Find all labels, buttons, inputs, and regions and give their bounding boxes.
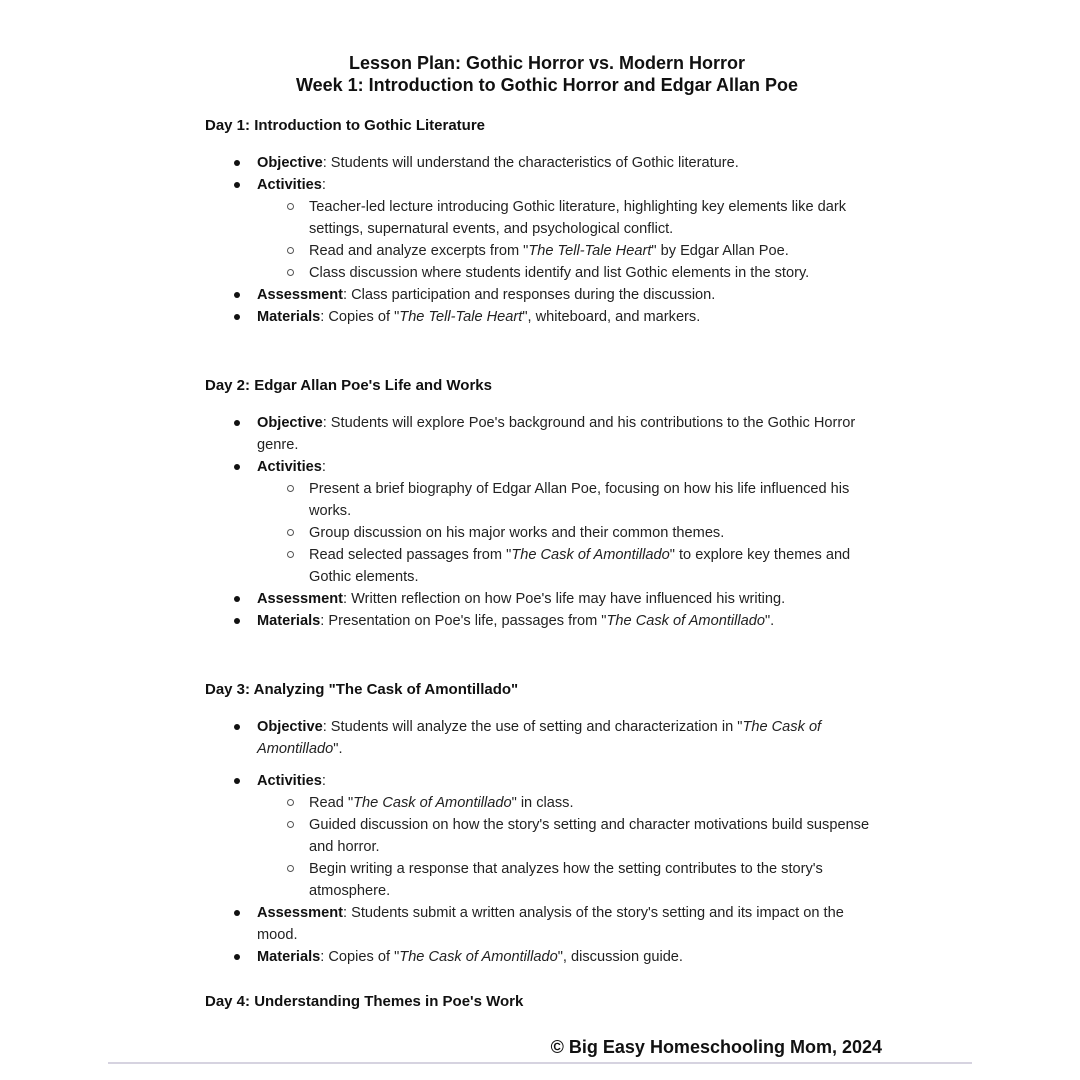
item-text: Begin writing a response that analyzes how the setting contributes to the story's atmosphere. bbox=[309, 861, 823, 899]
item-label: Materials bbox=[257, 309, 321, 325]
item-text: Present a brief biography of Edgar Allan Poe, focusing on how his life influenced his works. bbox=[309, 481, 850, 519]
day-4-section bbox=[205, 992, 905, 1012]
sub-bullet-list bbox=[257, 196, 887, 284]
item-text: " to explore key themes and Gothic elements. bbox=[309, 547, 851, 585]
list-item bbox=[205, 174, 887, 284]
list-item bbox=[205, 412, 887, 456]
sub-list-item bbox=[257, 478, 884, 522]
sub-list-item bbox=[257, 262, 884, 284]
list-item bbox=[205, 946, 887, 968]
item-text: : bbox=[321, 459, 326, 475]
item-label: Assessment bbox=[257, 591, 343, 607]
sub-list-item bbox=[257, 522, 884, 544]
sub-list-item bbox=[257, 858, 884, 902]
item-label: Materials bbox=[257, 613, 321, 629]
item-label: Objective bbox=[257, 415, 323, 431]
day-3-section bbox=[205, 680, 905, 968]
title-italic: The Tell-Tale Heart bbox=[528, 243, 652, 259]
sub-list-item bbox=[257, 240, 884, 262]
item-text: : Students submit a written analysis of the story's setting and its impact on the mood. bbox=[257, 905, 844, 943]
item-text: : bbox=[321, 177, 326, 193]
sub-list-item bbox=[257, 814, 884, 858]
item-text: ". bbox=[764, 613, 775, 629]
item-text: : Students will explore Poe's background and his contributions to the Gothic Horror genre. bbox=[257, 415, 856, 453]
item-text: Read selected passages from " bbox=[309, 547, 512, 563]
item-text: : Copies of " bbox=[320, 309, 400, 325]
title-line-2: Week 1: Introduction to Gothic Horror and Edgar Allan Poe bbox=[295, 75, 799, 95]
item-label: Activities bbox=[257, 459, 322, 475]
item-text: : Class participation and responses during the discussion. bbox=[343, 287, 716, 303]
item-text: : Students will understand the characteristics of Gothic literature. bbox=[322, 155, 739, 171]
list-item bbox=[205, 716, 887, 760]
day-heading: Day 4: Understanding Themes in Poe's Work bbox=[205, 993, 524, 1010]
day-heading: Day 1: Introduction to Gothic Literature bbox=[205, 117, 486, 134]
day-1-section bbox=[205, 116, 905, 328]
title-line-1: Lesson Plan: Gothic Horror vs. Modern Horror bbox=[348, 53, 746, 73]
sub-list-item bbox=[257, 792, 884, 814]
sub-bullet-list bbox=[257, 792, 887, 902]
item-text: Group discussion on his major works and their common themes. bbox=[309, 525, 725, 541]
item-label: Materials bbox=[257, 949, 321, 965]
bullet-list bbox=[205, 152, 905, 328]
bullet-list bbox=[205, 716, 905, 968]
sub-list-item bbox=[257, 544, 884, 588]
item-label: Objective bbox=[257, 155, 323, 171]
item-label: Activities bbox=[257, 773, 322, 789]
item-text: Read and analyze excerpts from " bbox=[309, 243, 529, 259]
list-item bbox=[205, 588, 887, 610]
day-heading: Day 3: Analyzing "The Cask of Amontillado" bbox=[205, 681, 519, 698]
list-item bbox=[205, 152, 887, 174]
sub-bullet-list bbox=[257, 478, 887, 588]
bullet-list bbox=[205, 412, 905, 632]
item-label: Activities bbox=[257, 177, 322, 193]
list-item bbox=[205, 306, 887, 328]
item-label: Assessment bbox=[257, 287, 343, 303]
item-text: : Students will analyze the use of setting and characterization in " bbox=[322, 719, 743, 735]
item-text: ". bbox=[333, 741, 343, 757]
item-text: : Presentation on Poe's life, passages from " bbox=[320, 613, 607, 629]
title-italic: The Cask of Amontillado bbox=[606, 613, 765, 629]
sub-list-item bbox=[257, 196, 884, 240]
item-text: : bbox=[321, 773, 326, 789]
item-text: Guided discussion on how the story's setting and character motivations build suspense and horror. bbox=[309, 817, 870, 855]
list-item bbox=[205, 284, 887, 306]
title-italic: The Cask of Amontillado bbox=[353, 795, 512, 811]
list-item bbox=[205, 610, 887, 632]
item-label: Objective bbox=[257, 719, 323, 735]
title-italic: The Cask of Amontillado bbox=[511, 547, 670, 563]
footer-divider bbox=[108, 1062, 972, 1064]
item-text: : Copies of " bbox=[320, 949, 400, 965]
document-title bbox=[0, 52, 1080, 96]
item-text: Class discussion where students identify and list Gothic elements in the story. bbox=[309, 265, 810, 281]
title-italic: The Tell-Tale Heart bbox=[399, 309, 523, 325]
day-heading: Day 2: Edgar Allan Poe's Life and Works bbox=[205, 377, 492, 394]
item-text: Read " bbox=[309, 795, 354, 811]
item-text: " in class. bbox=[511, 795, 574, 811]
title-italic: The Cask of Amontillado bbox=[399, 949, 558, 965]
item-text: : Written reflection on how Poe's life may have influenced his writing. bbox=[343, 591, 786, 607]
copyright-footer: © Big Easy Homeschooling Mom, 2024 bbox=[550, 1037, 882, 1057]
item-label: Assessment bbox=[257, 905, 343, 921]
list-item bbox=[205, 902, 887, 946]
list-item bbox=[205, 770, 887, 902]
day-2-section bbox=[205, 376, 905, 632]
item-text: ", discussion guide. bbox=[557, 949, 683, 965]
list-item bbox=[205, 456, 887, 588]
item-text: ", whiteboard, and markers. bbox=[522, 309, 701, 325]
item-text: Teacher-led lecture introducing Gothic literature, highlighting key elements like dark settings, supernatural events, and psychological conflict. bbox=[309, 199, 847, 237]
item-text: " by Edgar Allan Poe. bbox=[651, 243, 789, 259]
title-italic: The Cask of Amontillado bbox=[257, 719, 822, 757]
